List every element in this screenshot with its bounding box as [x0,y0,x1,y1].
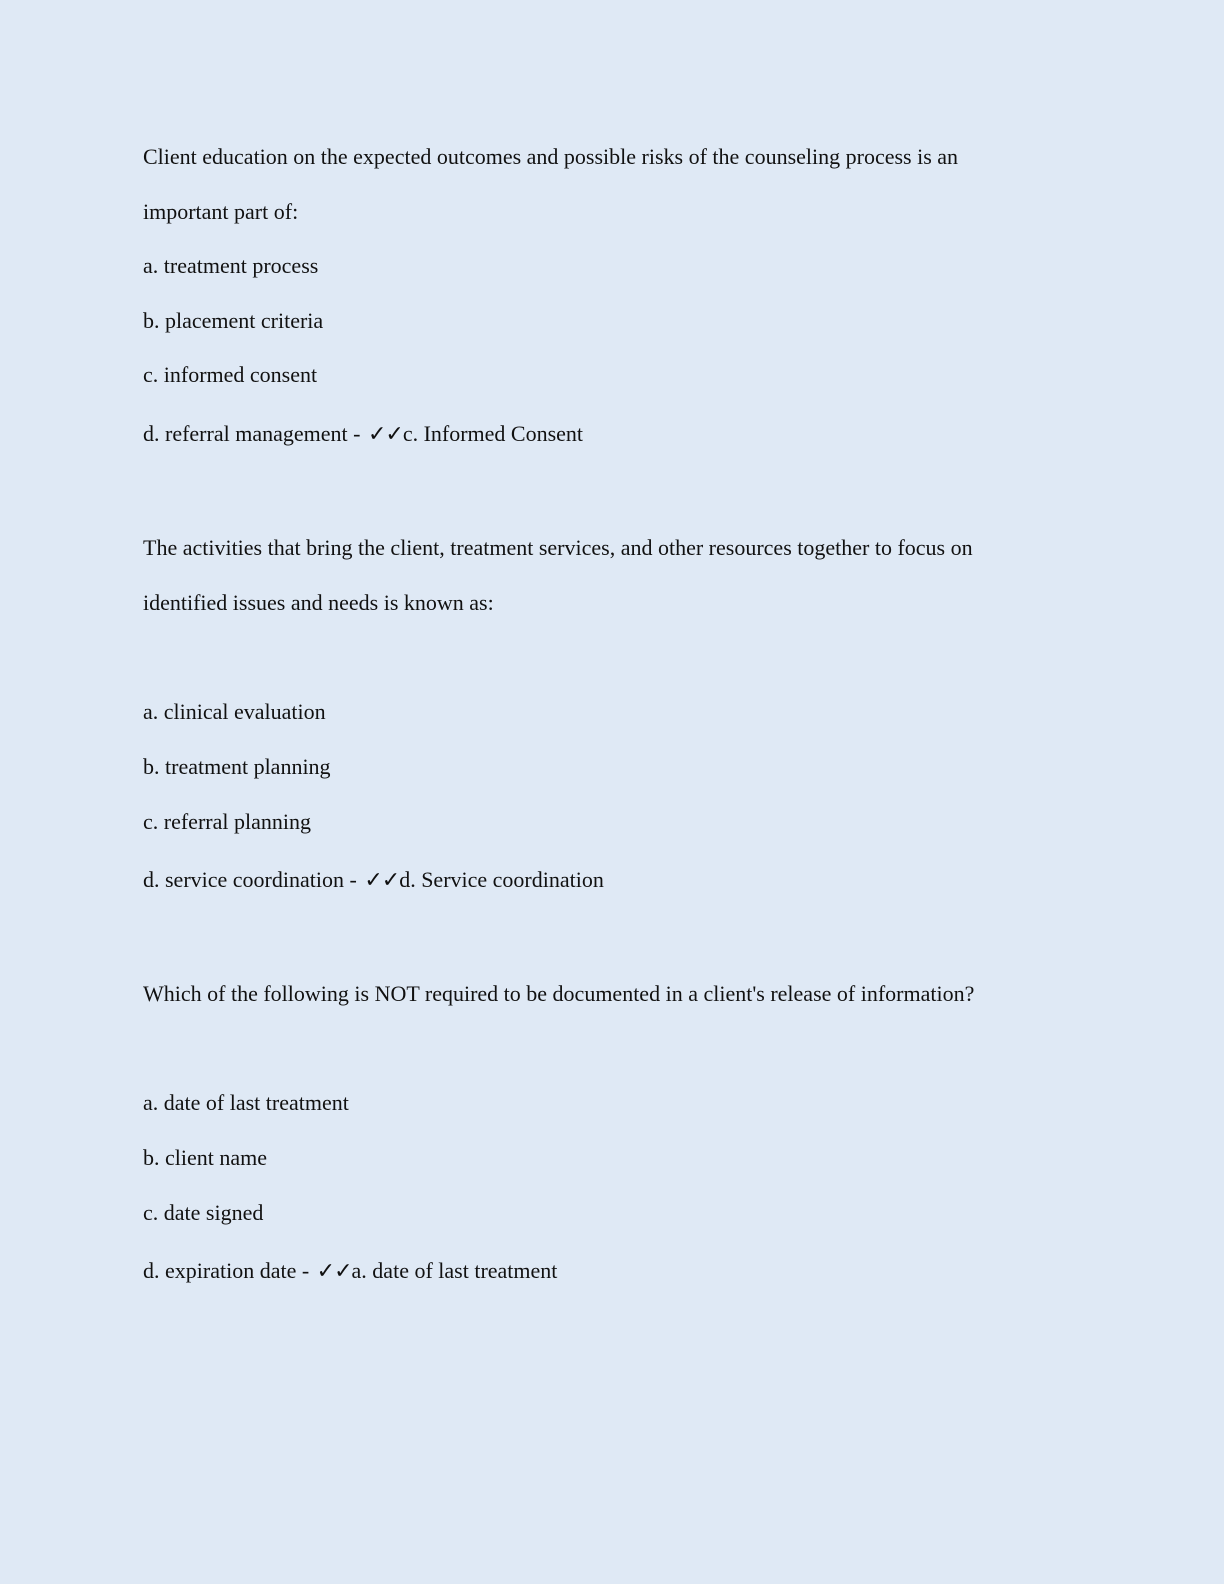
question-2-stem-line-1: The activities that bring the client, treatment services, and other resources together to focus on [143,535,973,560]
question-3-option-b: b. client name [143,1145,268,1170]
question-1-option-c: c. informed consent [143,362,318,387]
question-3-answer: a. date of last treatment [351,1258,558,1283]
question-3-stem-line-1: Which of the following is NOT required to be documented in a client's release of information? [143,981,975,1006]
question-2-option-d-answer-line [143,867,604,894]
question-2-option-a: a. clinical evaluation [143,699,326,724]
question-1-option-b: b. placement criteria [143,308,324,333]
question-1-stem-line-2: important part of: [143,199,299,224]
question-2-option-d: d. service coordination - [143,867,363,892]
question-2-option-b: b. treatment planning [143,754,331,779]
checkmark-icon: ✓✓ [367,422,403,447]
question-3-option-a: a. date of last treatment [143,1090,349,1115]
question-1-stem-line-1: Client education on the expected outcomes and possible risks of the counseling process is an [143,144,959,169]
question-1-option-d: d. referral management - [143,421,366,446]
question-2-stem-line-2: identified issues and needs is known as: [143,590,494,615]
question-1-option-a: a. treatment process [143,253,319,278]
question-2-option-c: c. referral planning [143,809,311,834]
question-3-option-d: d. expiration date - [143,1258,315,1283]
question-1-option-d-answer-line [143,421,583,448]
checkmark-icon: ✓✓ [364,868,400,893]
question-3-option-d-answer-line [143,1258,557,1285]
question-1-answer: c. Informed Consent [402,421,584,446]
checkmark-icon: ✓✓ [316,1259,352,1284]
question-3-option-c: c. date signed [143,1200,264,1225]
question-2-answer: d. Service coordination [399,867,604,892]
